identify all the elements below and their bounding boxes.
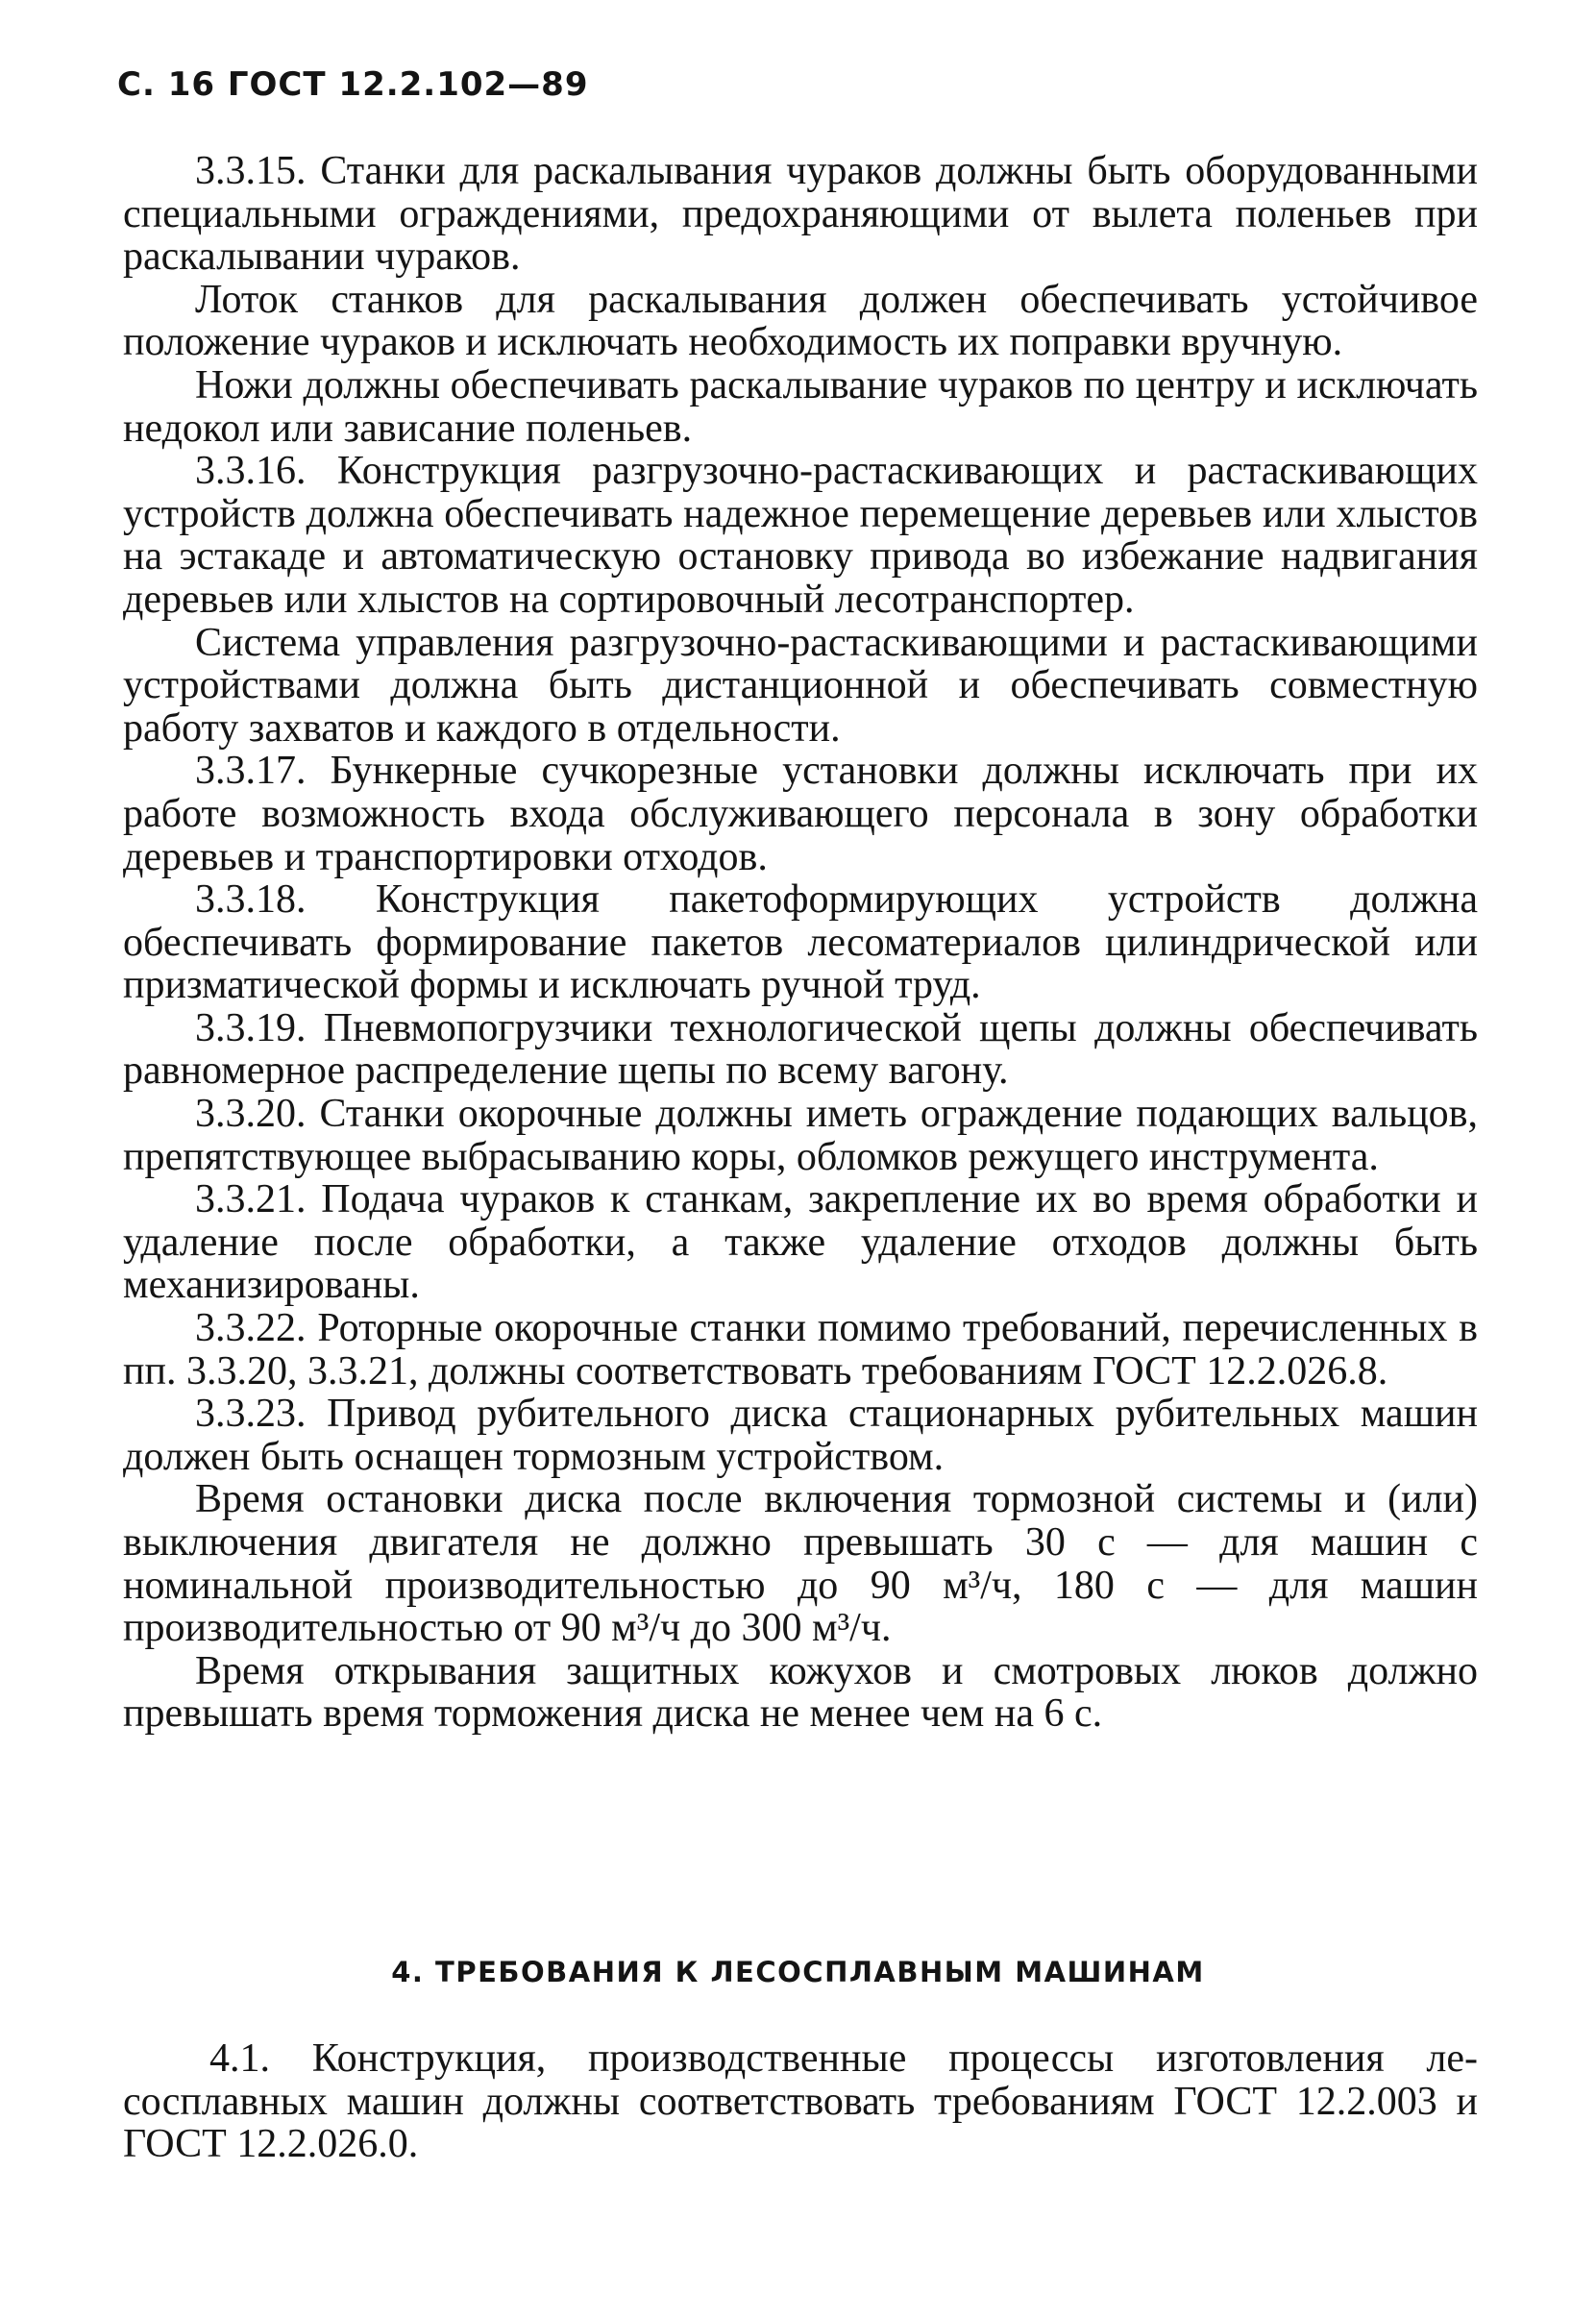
paragraph-3-3-16: 3.3.16. Конструкция разгрузочно-растаскивающих и растаскивающих устройств должна обеспечивать надежное перемещение деревьев или хлыстов на эстакаде и автоматическую остановку привода во избежание надвигания деревьев или хлыстов на сортировочный лесотранспортер. xyxy=(123,449,1478,622)
paragraph-3-3-23: 3.3.23. Привод рубительного диска стационарных рубительных машин должен быть оснащен тормозным устройством. xyxy=(123,1392,1478,1479)
paragraph-3-3-23-cover-time: Время открывания защитных кожухов и смотровых люков должно превышать время торможения диска не менее чем на 6 с. xyxy=(123,1648,1478,1737)
body-text xyxy=(123,150,1478,1736)
paragraph-3-3-15-knives: Ножи должны обеспечивать раскалывание чураков по центру и исключать недокол или зависание поленьев. xyxy=(123,362,1478,451)
paragraph-3-3-21: 3.3.21. Подача чураков к станкам, закрепление их во время обработки и удаление после обработки, а также удаление отходов должны быть механизированы. xyxy=(123,1177,1478,1308)
page-header: С. 16 ГОСТ 12.2.102—89 xyxy=(117,65,589,104)
paragraph-3-3-20: 3.3.20. Станки окорочные должны иметь ограждение подающих вальцов, препятствующее выбрасыванию коры, обломков режущего инструмента. xyxy=(123,1092,1478,1179)
paragraph-3-3-18: 3.3.18. Конструкция пакетоформирующих устройств должна обеспечивать формирование пакетов лесоматериалов цилиндрической или призматической формы и исключать ручной труд. xyxy=(123,877,1478,1008)
paragraph-3-3-16-control: Система управления разгрузочно-растаскивающими и растаскивающими устройствами должна быть дистанционной и обеспечивать совместную работу захватов и каждого в отдельности. xyxy=(123,620,1478,751)
paragraph-3-3-15: 3.3.15. Станки для раскалывания чураков должны быть оборудованными специальными ограждениями, предохраняющими от вылета поленьев при раскалывании чураков. xyxy=(123,149,1478,280)
paragraph-4-1: 4.1. Конструкция, производственные процессы изготовления лесосплавных машин должны соответствовать требованиям ГОСТ 12.2.003 и ГОСТ 12.2.026.0. xyxy=(123,2036,1478,2167)
paragraph-3-3-22: 3.3.22. Роторные окорочные станки помимо требований, перечисленных в пп. 3.3.20, 3.3.21, должны соответствовать требованиям ГОСТ 12.2.026.8. xyxy=(123,1306,1478,1394)
paragraph-3-3-15-tray: Лоток станков для раскалывания должен обеспечивать устойчивое положение чураков и исключать необходимость их поправки вручную. xyxy=(123,277,1478,365)
paragraph-3-3-19: 3.3.19. Пневмопогрузчики технологической щепы должны обеспечивать равномерное распределение щепы по всему вагону. xyxy=(123,1005,1478,1094)
paragraph-3-3-17: 3.3.17. Бункерные сучкорезные установки должны исключать при их работе возможность входа обслуживающего персонала в зону обработки деревьев и транспортировки отходов. xyxy=(123,749,1478,879)
section-text xyxy=(123,2037,1478,2166)
paragraph-3-3-23-stop-time: Время остановки диска после включения тормозной системы и (или) выключения двигателя не должно превышать 30 с — для машин с номинальной производительностью до 90 м³/ч, 180 с — для машин производительностью от 90 м³/ч до 300 м³/ч. xyxy=(123,1477,1478,1651)
section-heading: 4. ТРЕБОВАНИЯ К ЛЕСОСПЛАВНЫМ МАШИНАМ xyxy=(391,1956,1205,1988)
